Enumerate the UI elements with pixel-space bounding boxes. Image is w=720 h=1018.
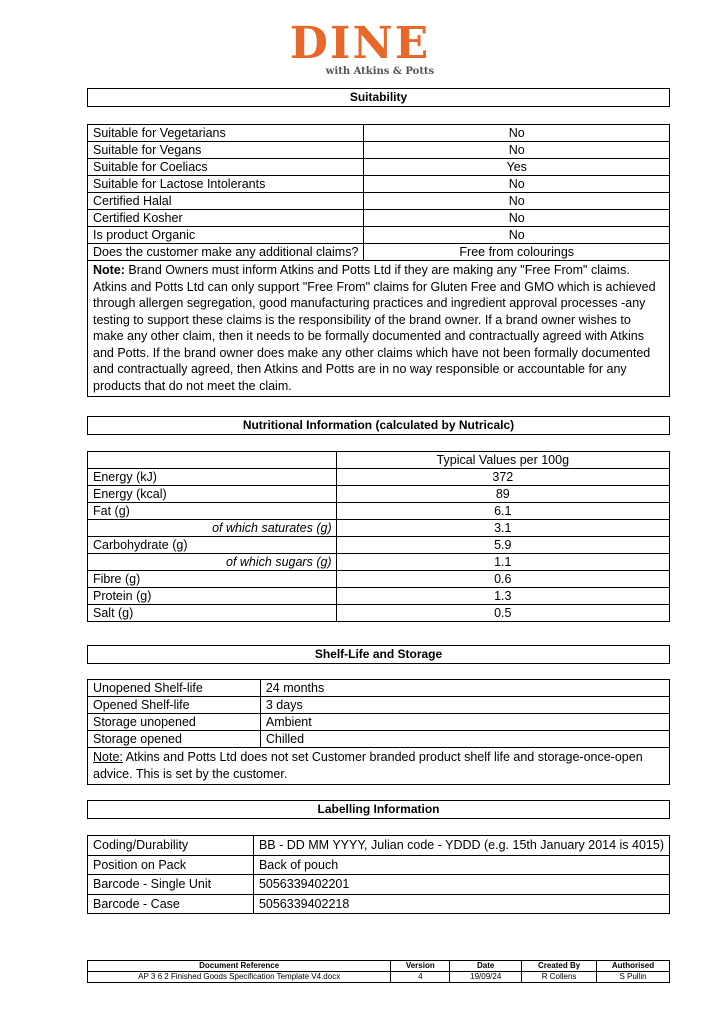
table-row [88, 697, 670, 714]
labelling-title: Labelling Information [87, 800, 670, 819]
labelling-label: Coding/Durability [88, 836, 254, 856]
shelf-note [88, 748, 670, 785]
footer-value: 4 [391, 972, 450, 983]
suitability-note-row [88, 261, 670, 397]
note-label: Note: [93, 750, 123, 764]
suitability-value: Free from colourings [364, 244, 670, 261]
suitability-label: Is product Organic [88, 227, 364, 244]
brand-logo [0, 18, 720, 78]
table-row [88, 125, 670, 142]
shelf-value: Chilled [260, 731, 669, 748]
nutrition-label: Energy (kcal) [88, 486, 337, 503]
logo-main-text: DINE [289, 18, 431, 69]
table-row [88, 469, 670, 486]
table-row [88, 176, 670, 193]
shelf-label: Opened Shelf-life [88, 697, 261, 714]
footer-value: R Collens [522, 972, 597, 983]
shelf-note-row [88, 748, 670, 785]
footer-header: Version [391, 961, 450, 972]
table-row [88, 680, 670, 697]
labelling-value: BB - DD MM YYYY, Julian code - YDDD (e.g. 15th January 2014 is 4015) [253, 836, 669, 856]
table-row [88, 537, 670, 554]
table-row [88, 486, 670, 503]
nutrition-value: 0.6 [336, 571, 669, 588]
nutrition-value: 3.1 [336, 520, 669, 537]
suitability-table [87, 124, 670, 397]
suitability-value: Yes [364, 159, 670, 176]
footer-header: Document Reference [88, 961, 391, 972]
suitability-value: No [364, 193, 670, 210]
table-row [88, 142, 670, 159]
labelling-value: 5056339402218 [253, 894, 669, 914]
suitability-label: Suitable for Coeliacs [88, 159, 364, 176]
table-row [88, 210, 670, 227]
nutrition-value: 5.9 [336, 537, 669, 554]
nutrition-value: 6.1 [336, 503, 669, 520]
nutrition-header-blank [88, 452, 337, 469]
table-row [88, 836, 670, 856]
suitability-label: Suitable for Vegans [88, 142, 364, 159]
footer-header: Date [450, 961, 522, 972]
note-text: Atkins and Potts Ltd does not set Customer branded product shelf life and storage-once-open advice. This is set by the customer. [93, 750, 643, 781]
nutrition-value: 372 [336, 469, 669, 486]
note-label: Note: [93, 263, 125, 277]
table-row [88, 588, 670, 605]
suitability-value: No [364, 125, 670, 142]
nutrition-sub-label: of which saturates (g) [88, 520, 337, 537]
nutrition-label: Fibre (g) [88, 571, 337, 588]
nutrition-label: Carbohydrate (g) [88, 537, 337, 554]
suitability-title: Suitability [87, 88, 670, 107]
nutrition-header: Typical Values per 100g [336, 452, 669, 469]
nutrition-sub-label: of which sugars (g) [88, 554, 337, 571]
footer-value: 19/09/24 [450, 972, 522, 983]
suitability-value: No [364, 142, 670, 159]
table-row [88, 227, 670, 244]
labelling-label: Barcode - Single Unit [88, 875, 254, 895]
suitability-label: Certified Kosher [88, 210, 364, 227]
shelf-value: 3 days [260, 697, 669, 714]
shelf-label: Unopened Shelf-life [88, 680, 261, 697]
document-footer [87, 960, 670, 983]
footer-value: S Pullin [597, 972, 670, 983]
nutrition-label: Protein (g) [88, 588, 337, 605]
table-row [88, 520, 670, 537]
suitability-label: Suitable for Vegetarians [88, 125, 364, 142]
suitability-value: No [364, 210, 670, 227]
table-row [88, 554, 670, 571]
nutrition-table [87, 451, 670, 622]
note-text: Brand Owners must inform Atkins and Potts Ltd if they are making any "Free From" claims. Atkins and Potts Ltd can only support "Free From" claims for Gluten Free and GMO which is achieved through allergen segregation, good manufacturing practices and ingredient approval processes -any testing to support these claims is the responsibility of the brand owner. If a brand owner wishes to make any other claim, then it needs to be formally documented and contractually agreed with Atkins and Potts. If the brand owner does make any other claims which have not been formally documented and contractually agreed, then Atkins and Potts are in no way responsible or accountable for any products that do not meet the claim. [93, 263, 656, 393]
suitability-note [88, 261, 670, 397]
footer-header: Created By [522, 961, 597, 972]
suitability-value: No [364, 176, 670, 193]
suitability-label: Does the customer make any additional claims? [88, 244, 364, 261]
shelf-value: Ambient [260, 714, 669, 731]
suitability-label: Suitable for Lactose Intolerants [88, 176, 364, 193]
table-row [88, 605, 670, 622]
nutrition-value: 89 [336, 486, 669, 503]
table-row [88, 244, 670, 261]
nutrition-label: Energy (kJ) [88, 469, 337, 486]
labelling-table [87, 835, 670, 914]
table-row [88, 571, 670, 588]
table-row [88, 193, 670, 210]
table-row [88, 452, 670, 469]
nutrition-value: 1.1 [336, 554, 669, 571]
footer-value-row [88, 972, 670, 983]
table-row [88, 503, 670, 520]
shelf-table [87, 679, 670, 785]
labelling-label: Barcode - Case [88, 894, 254, 914]
shelf-label: Storage unopened [88, 714, 261, 731]
footer-header-row [88, 961, 670, 972]
table-row [88, 731, 670, 748]
labelling-value: Back of pouch [253, 855, 669, 875]
footer-header: Authorised [597, 961, 670, 972]
table-row [88, 159, 670, 176]
suitability-label: Certified Halal [88, 193, 364, 210]
suitability-value: No [364, 227, 670, 244]
nutrition-label: Salt (g) [88, 605, 337, 622]
nutrition-value: 0.5 [336, 605, 669, 622]
labelling-value: 5056339402201 [253, 875, 669, 895]
nutrition-value: 1.3 [336, 588, 669, 605]
shelf-value: 24 months [260, 680, 669, 697]
nutrition-label: Fat (g) [88, 503, 337, 520]
shelf-label: Storage opened [88, 731, 261, 748]
logo-sub-text: with Atkins & Potts [325, 66, 435, 77]
table-row [88, 894, 670, 914]
nutrition-title: Nutritional Information (calculated by Nutricalc) [87, 416, 670, 435]
shelf-title: Shelf-Life and Storage [87, 645, 670, 664]
table-row [88, 714, 670, 731]
labelling-label: Position on Pack [88, 855, 254, 875]
footer-value: AP 3 6 2 Finished Goods Specification Template V4.docx [88, 972, 391, 983]
table-row [88, 875, 670, 895]
table-row [88, 855, 670, 875]
